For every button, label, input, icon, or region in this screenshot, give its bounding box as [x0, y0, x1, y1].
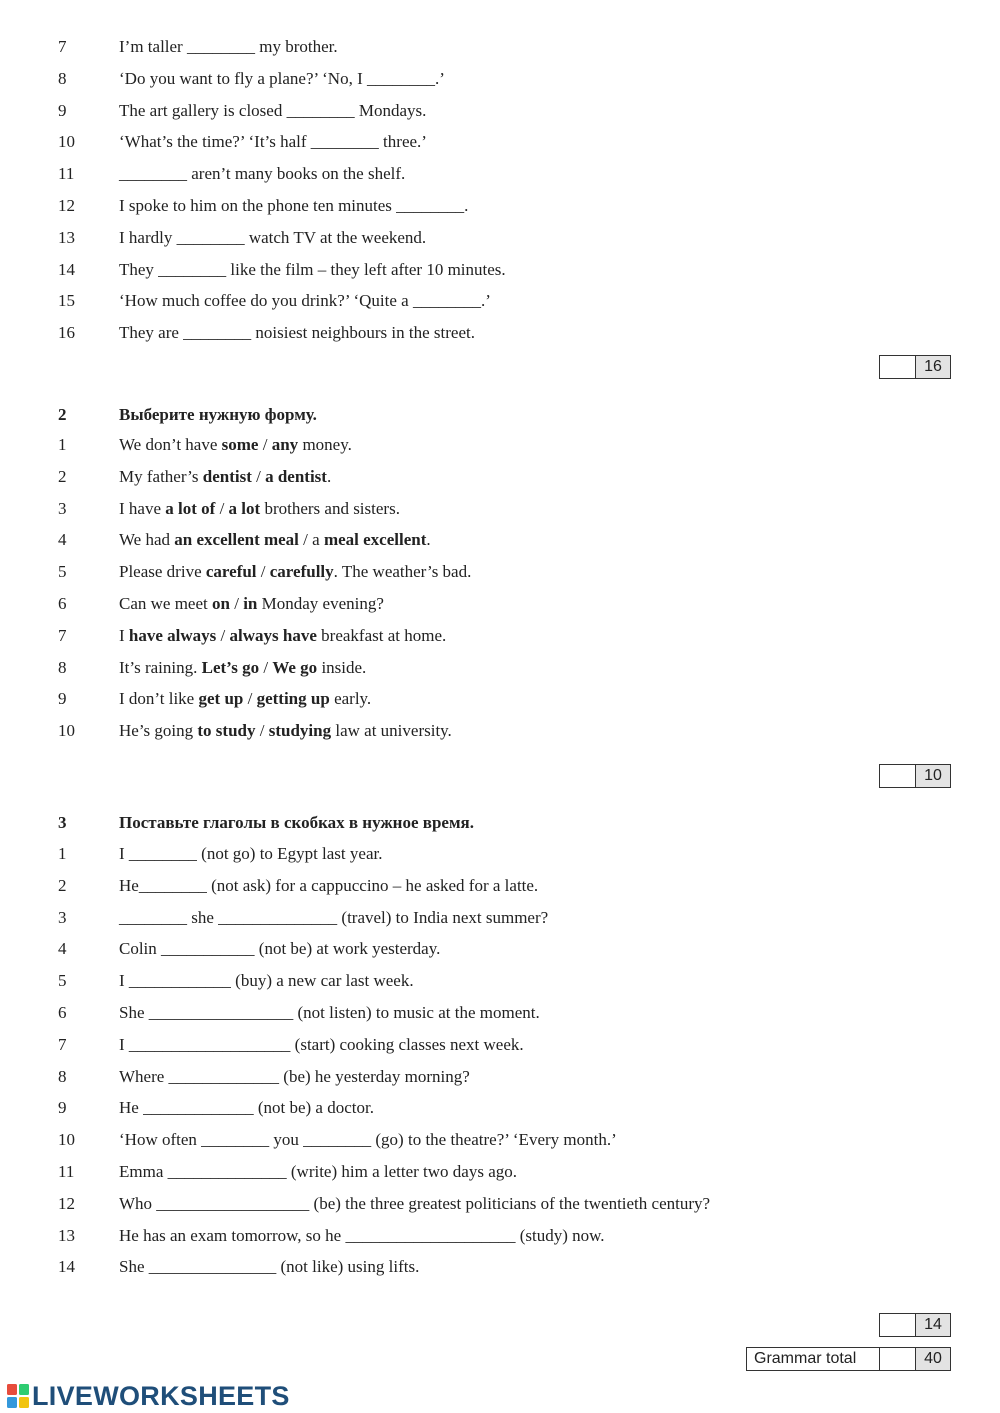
exercise-item [0, 592, 1000, 616]
liveworksheets-logo-icon [6, 1383, 30, 1409]
item-text [119, 969, 414, 993]
section-instruction: Поставьте глаголы в скобках в нужное время. [119, 813, 474, 832]
item-number: 5 [58, 562, 67, 582]
exercise-item [0, 719, 1000, 743]
item-number: 8 [58, 1066, 67, 1086]
answer-option[interactable]: getting up [256, 689, 330, 709]
item-text [119, 1128, 617, 1152]
text-fragment: / [215, 498, 229, 518]
score-input-cell[interactable] [880, 1314, 916, 1336]
exercise-item [0, 258, 1000, 282]
exercise-item [0, 1001, 1000, 1025]
text-fragment: ‘Do you want to fly a plane?’ ‘No, I ________.’ [119, 68, 445, 88]
text-fragment: inside. [317, 657, 367, 677]
item-number: 1 [58, 435, 67, 454]
exercise-item [0, 465, 1000, 489]
item-text [119, 1160, 517, 1184]
item-text [119, 433, 352, 457]
logo-block [7, 1397, 17, 1408]
section-1-score-box [879, 355, 951, 379]
score-max: 14 [916, 1314, 950, 1336]
section-3-score-box [879, 1313, 951, 1337]
text-fragment: money. [298, 435, 352, 454]
score-input-cell[interactable] [880, 765, 916, 787]
section-instruction: Выберите нужную форму. [119, 405, 317, 424]
exercise-item [0, 1255, 1000, 1279]
exercise-item [0, 1192, 1000, 1216]
exercise-item [0, 1033, 1000, 1057]
text-fragment: / [258, 435, 272, 454]
text-fragment: / a [298, 530, 324, 550]
text-fragment: She _________________ (not listen) to music at the moment. [119, 1003, 540, 1022]
item-number: 6 [58, 1003, 67, 1022]
exercise-item [0, 67, 1000, 91]
text-fragment: I ___________________ (start) cooking classes next week. [119, 1034, 524, 1054]
exercise-item [0, 497, 1000, 521]
answer-option[interactable]: always have [229, 625, 317, 645]
text-fragment: We don’t have [119, 435, 222, 454]
answer-option[interactable]: get up [198, 689, 244, 709]
item-text [119, 687, 371, 711]
item-text [119, 528, 431, 552]
text-fragment: I spoke to him on the phone ten minutes ________. [119, 196, 469, 215]
text-fragment: Who __________________ (be) the three greatest politicians of the twentieth century? [119, 1193, 711, 1213]
item-number: 4 [58, 939, 67, 959]
text-fragment: / [251, 466, 266, 486]
answer-option[interactable]: studying [268, 721, 332, 741]
item-text [119, 130, 427, 154]
item-number: 3 [58, 907, 67, 927]
item-number: 9 [58, 689, 67, 709]
exercise-item [0, 433, 1000, 457]
text-fragment: They are ________ noisiest neighbours in the street. [119, 323, 475, 343]
text-fragment: Colin ___________ (not be) at work yesterday. [119, 939, 441, 959]
total-input-cell[interactable] [880, 1348, 916, 1370]
item-number: 1 [58, 844, 67, 863]
item-number: 2 [58, 466, 67, 486]
text-fragment: She _______________ (not like) using lifts. [119, 1257, 420, 1277]
text-fragment: Please drive [119, 562, 206, 582]
answer-option[interactable]: an excellent meal [174, 530, 299, 550]
text-fragment: ________ aren’t many books on the shelf. [119, 164, 406, 184]
item-number: 5 [58, 971, 67, 991]
item-number: 2 [58, 875, 67, 895]
text-fragment: . [426, 530, 431, 550]
exercise-item [0, 937, 1000, 961]
answer-option[interactable]: to study [197, 721, 256, 741]
text-fragment: / [255, 721, 269, 741]
exercise-item [0, 1096, 1000, 1120]
item-text [119, 1224, 605, 1248]
text-fragment: I ____________ (buy) a new car last week. [119, 971, 414, 991]
answer-option[interactable]: a lot of [165, 498, 216, 518]
logo-block [7, 1384, 17, 1395]
text-fragment: We had [119, 530, 175, 550]
text-fragment: He _____________ (not be) a doctor. [119, 1098, 374, 1118]
item-text [119, 1001, 540, 1025]
text-fragment: early. [329, 689, 372, 709]
exercise-item [0, 874, 1000, 898]
item-number: 10 [58, 721, 75, 741]
text-fragment: / [256, 562, 270, 582]
text-fragment: The art gallery is closed ________ Mondays. [119, 100, 427, 120]
answer-option[interactable]: have always [128, 625, 217, 645]
grammar-total-max: 40 [916, 1348, 950, 1370]
answer-option[interactable]: in [243, 594, 258, 613]
text-fragment: . [326, 466, 332, 486]
exercise-item [0, 289, 1000, 313]
logo-block [19, 1384, 29, 1395]
liveworksheets-brand[interactable] [6, 1380, 290, 1412]
exercise-item [0, 35, 1000, 59]
item-text [119, 1255, 419, 1279]
section-number: 2 [58, 405, 67, 424]
exercise-item [0, 194, 1000, 218]
item-text [119, 874, 538, 898]
text-fragment: breakfast at home. [316, 625, 447, 645]
text-fragment: brothers and sisters. [260, 498, 400, 518]
item-text [119, 1033, 524, 1057]
item-number: 10 [58, 1130, 75, 1150]
exercise-item [0, 528, 1000, 552]
exercise-item [0, 906, 1000, 930]
exercise-item [0, 226, 1000, 250]
text-fragment: I have [119, 498, 166, 518]
answer-option[interactable]: We go [272, 657, 318, 677]
item-number: 10 [58, 132, 75, 152]
text-fragment: I ________ (not go) to Egypt last year. [119, 844, 383, 863]
item-number: 11 [58, 164, 75, 184]
item-number: 9 [58, 100, 67, 120]
item-number: 7 [58, 625, 67, 645]
grammar-total-box [746, 1347, 951, 1371]
text-fragment: ‘How much coffee do you drink?’ ‘Quite a ________.’ [119, 291, 491, 311]
item-text [119, 226, 426, 250]
exercise-item [0, 1128, 1000, 1152]
exercise-item [0, 687, 1000, 711]
exercise-item [0, 1160, 1000, 1184]
item-text [119, 937, 440, 961]
answer-option[interactable]: carefully [269, 562, 334, 582]
text-fragment: He’s going [119, 721, 198, 741]
item-number: 8 [58, 657, 67, 677]
item-text [119, 162, 405, 186]
item-number: 16 [58, 323, 75, 343]
section-2-score-box [879, 764, 951, 788]
item-text [119, 592, 384, 616]
answer-option[interactable]: on [212, 594, 230, 613]
score-max: 10 [916, 765, 950, 787]
item-number: 9 [58, 1098, 67, 1118]
exercise-item [0, 560, 1000, 584]
item-number: 14 [58, 259, 75, 279]
text-fragment: ________ she ______________ (travel) to India next summer? [119, 907, 549, 927]
text-fragment: I’m taller ________ my brother. [119, 37, 338, 56]
exercise-item [0, 162, 1000, 186]
brand-name: LIVEWORKSHEETS [32, 1380, 290, 1411]
answer-option[interactable]: some [221, 435, 259, 454]
score-max: 16 [916, 356, 950, 378]
exercise-item [0, 1065, 1000, 1089]
item-number: 3 [58, 498, 67, 518]
item-number: 15 [58, 291, 75, 311]
item-text [119, 1192, 710, 1216]
item-text [119, 719, 452, 743]
item-text [119, 1065, 470, 1089]
text-fragment: He has an exam tomorrow, so he ____________________ (study) now. [119, 1225, 605, 1245]
item-text [119, 289, 491, 313]
exercise-item [0, 130, 1000, 154]
text-fragment: / [216, 625, 230, 645]
item-text [119, 258, 506, 282]
exercise-item [0, 842, 1000, 866]
section-2-heading [0, 403, 1000, 427]
exercise-item [0, 969, 1000, 993]
score-input-cell[interactable] [880, 356, 916, 378]
item-number: 4 [58, 530, 67, 550]
item-text [119, 1096, 374, 1120]
text-fragment: ‘How often ________ you ________ (go) to the theatre?’ ‘Every month.’ [119, 1130, 617, 1150]
answer-option[interactable]: dentist [202, 466, 252, 486]
item-number: 11 [58, 1162, 75, 1181]
item-number: 13 [58, 1225, 75, 1245]
text-fragment: ‘What’s the time?’ ‘It’s half ________ three.’ [119, 132, 427, 152]
text-fragment: law at university. [331, 721, 452, 741]
answer-option[interactable]: Let’s go [201, 657, 260, 677]
item-text [119, 194, 468, 218]
item-number: 13 [58, 227, 75, 247]
exercise-item [0, 99, 1000, 123]
item-number: 14 [58, 1257, 75, 1277]
item-text [119, 99, 426, 123]
item-number: 12 [58, 196, 75, 215]
text-fragment: I hardly ________ watch TV at the weekend. [119, 227, 427, 247]
item-text [119, 35, 338, 59]
exercise-item [0, 1224, 1000, 1248]
text-fragment: Emma ______________ (write) him a letter two days ago. [119, 1162, 517, 1181]
exercise-item [0, 624, 1000, 648]
text-fragment: I [119, 625, 129, 645]
item-number: 8 [58, 68, 67, 88]
item-number: 7 [58, 37, 67, 56]
section-number: 3 [58, 813, 67, 832]
text-fragment: Where _____________ (be) he yesterday morning? [119, 1066, 470, 1086]
item-text [119, 906, 548, 930]
item-text [119, 560, 471, 584]
text-fragment: My father’s [119, 466, 203, 486]
exercise-item [0, 656, 1000, 680]
item-number: 7 [58, 1034, 67, 1054]
item-text [119, 842, 382, 866]
text-fragment: It’s raining. [119, 657, 202, 677]
text-fragment: He________ (not ask) for a cappuccino – he asked for a latte. [119, 875, 539, 895]
text-fragment: I don’t like [119, 689, 199, 709]
text-fragment: / [229, 594, 244, 613]
item-text [119, 656, 366, 680]
grammar-total-label: Grammar total [747, 1348, 880, 1370]
exercise-item [0, 321, 1000, 345]
answer-option[interactable]: meal excellent [323, 530, 427, 550]
answer-option[interactable]: a lot [228, 498, 261, 518]
item-number: 12 [58, 1193, 75, 1213]
text-fragment: / [243, 689, 257, 709]
item-text [119, 67, 445, 91]
item-text [119, 465, 331, 489]
item-text [119, 624, 446, 648]
item-text [119, 497, 400, 521]
logo-block [19, 1397, 29, 1408]
text-fragment: Can we meet [119, 594, 212, 613]
section-3-heading [0, 811, 1000, 835]
answer-option[interactable]: a dentist [265, 466, 327, 486]
answer-option[interactable]: careful [205, 562, 257, 582]
text-fragment: They ________ like the film – they left after 10 minutes. [119, 259, 506, 279]
item-text [119, 321, 475, 345]
item-number: 6 [58, 594, 67, 613]
answer-option[interactable]: any [271, 435, 299, 454]
text-fragment: / [259, 657, 273, 677]
text-fragment: Monday evening? [257, 594, 384, 613]
text-fragment: . The weather’s bad. [333, 562, 472, 582]
